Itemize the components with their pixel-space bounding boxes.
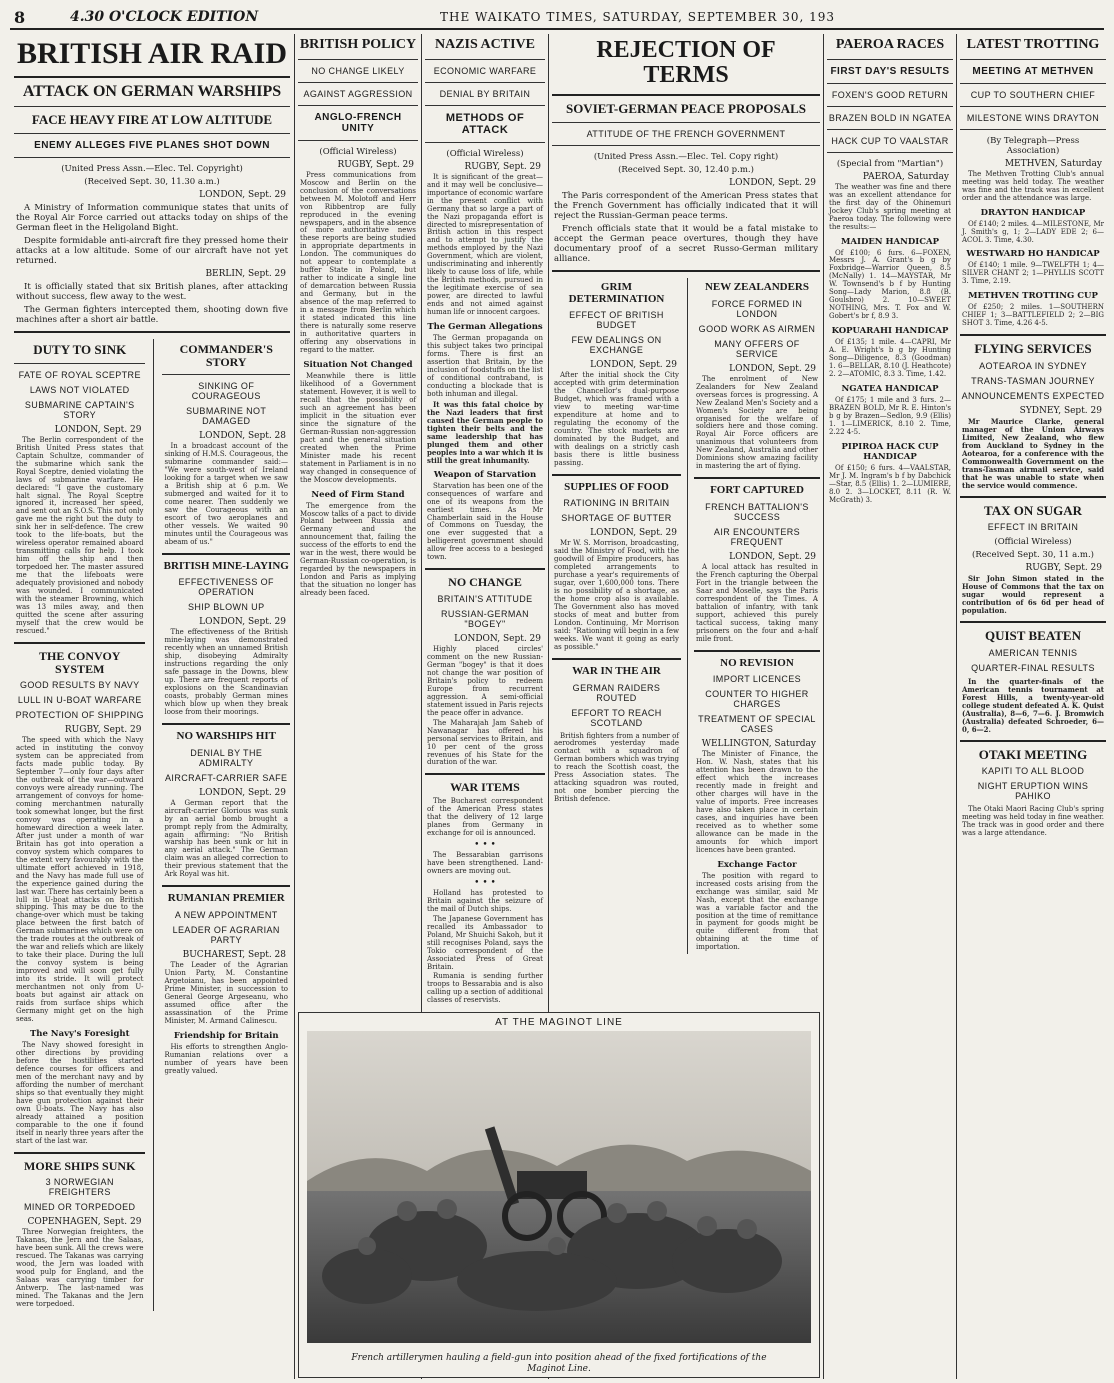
headline-paeroa-races: PAEROA RACES [835,37,945,52]
dateline: BUCHAREST, Sept. 28 [182,949,286,960]
subhead: SHORTAGE OF BUTTER [561,513,672,524]
column-6 [827,34,953,1379]
article-text: The Maharajah Jam Saheb of Nawanagar has offered his personal services to Britain, and 10 per cent of the gross revenues of his State for the duration of the war. [427,718,543,767]
subhead: MEETING AT METHVEN [972,65,1094,77]
subhead-french-attitude: ATTITUDE OF THE FRENCH GOVERNMENT [586,129,786,140]
dateline: METHVEN, Saturday [1004,158,1102,169]
masthead [10,6,1104,30]
headline-rejection-of-terms: REJECTION OF TERMS [596,37,776,89]
article-text-bold: It was this fatal choice by the Nazi leaders that first caused the German people to tighten their belts and the same leadership that has plunged them and other peoples into a war which it is still the great inhumanity. [427,399,543,465]
race-heading: WESTWARD HO HANDICAP [966,249,1100,260]
subhead: FORCE FORMED IN LONDON [711,298,803,319]
subhead: IMPORT LICENCES [712,674,802,685]
received-line: (Received Sept. 30, 11.30 a.m.) [84,176,220,187]
dateline: LONDON, Sept. 29 [199,189,286,200]
article-text: In the quarter-finals of the American tennis tournament at Forest Hills, a twenty-year-old college student defeated A. K. Quist (Australia), 8—6, 7—6. J. Bromwich (Australia) defeated Schroeder, 6—0, 6—2. [962,676,1104,734]
photo-image [307,1031,811,1343]
dateline: LONDON, Sept. 29 [590,528,677,539]
article-text: It is significant of the great—and it may well be conclusive—importance of economic warfare in the present conflict with Germany that so large a part of the Nazi propaganda effort is directed to misrepresentation of British action in this respect and to attempt to justify the methods employed by the Nazi Government, which are violent, undiscriminating and inherently likely to cause loss of life, while the British methods, pursued in the legitimate exercise of sea power, are directed to lawful ends and not aimed against human life or innocent cargoes. [427,172,543,317]
subhead: ANGLO-FRENCH UNITY [314,111,402,134]
side-heading: The German Allegations [427,322,543,333]
column-3 [425,34,545,1009]
article-text: The speed with which the Navy acted in instituting the convoy system can be appreciated from facts made public today. By September 7—only four days after the outbreak of the war—outward convoys were already running. The arrangement of convoys for home-coming merchantmen naturally took somewhat longer, but the first convoy was operating in a homeward direction a week later. After just under a month of war Britain has got into operation a convoy system which compares to the extent very favourably with the ultimate effort achieved in 1918, and the Navy has made full use of the experience gained during the last war. There has certainly been a lull in U-boat attacks on British shipping. This may be due to the change-over which must be taking place between the first batch of German submarines which were on the trade routes at the outbreak of the war and reliefs which are likely to take their place. During the lull the convoy system is being improved and will soon get fully into its stride. It will protect merchantmen not only from U-boats but against air attack on raids from surface ships which Germany might get on the high seas. [16,736,144,1024]
headline-duty-to-sink: DUTY TO SINK [33,342,127,358]
article-text: After the initial shock the City accepted with grim determination the Chancellor's dual-purpose Budget, which was framed with a view to meeting war-time expenditure at home and to regulating the economy of the country. The stock markets are dominated by the Budget, and with dealings on a strictly cash basis there is little business passing. [554,371,679,467]
headline-fort-captured: FORT CAPTURED [710,484,804,497]
subhead: EFFECT IN BRITAIN [987,522,1079,533]
subhead: HACK CUP TO VAALSTAR [831,135,949,146]
article-paragraph: Despite formidable anti-aircraft fire they pressed home their attacks at a low altitude. Some of our aircraft have not yet returned. [16,235,288,267]
article-paragraph: A Ministry of Information communique states that units of the Royal Air Force carried out attacks today on ships of the German fleet in the Heligoland Bight. [16,202,288,233]
credit-line: (United Press Assn.—Elec. Tel. Copyright) [61,163,243,174]
headline-british-air-raid: BRITISH AIR RAID [16,37,288,70]
subhead: EFFORT TO REACH SCOTLAND [571,707,662,728]
article-text: The emergence from the Moscow talks of a pact to divide Poland between Russia and Germany and the announcement that, failing the success of the efforts to end the war in the west, there would be German-Russian co-operation, is regarded by the newspapers in London and Paris as implying that the situation no longer has already been faced. [300,501,416,598]
article-text: Rumania is sending further troops to Bessarabia and is also calling up a section of additional classes of reservists. [427,972,543,1005]
subhead: LAWS NOT VIOLATED [29,384,130,395]
subhead: AGAINST AGGRESSION [303,88,413,99]
photo-title: AT THE MAGINOT LINE [495,1017,623,1028]
subhead: EFFECT OF BRITISH BUDGET [569,310,664,331]
edition-label: 4.30 O'CLOCK EDITION [70,9,259,25]
headline-no-change: NO CHANGE [448,575,522,590]
subhead: MANY OFFERS OF SERVICE [714,338,800,359]
headline-quist-beaten: QUIST BEATEN [985,628,1081,644]
dateline: PAEROA, Saturday [862,171,949,182]
headline-more-ships-sunk: MORE SHIPS SUNK [24,1158,136,1173]
subhead: FOXEN'S GOOD RETURN [831,89,949,100]
article-text: The Leader of the Agrarian Union Party, M. Constantine Argetoianu, has been appointed Prime Minister, in succession to General George Argeseanu, who assumed office after the assassination of the Prime Minister, M. Armand Calinescu. [164,960,288,1025]
dateline: RUGBY, Sept. 29 [464,161,541,172]
dateline: COPENHAGEN, Sept. 29 [27,1217,142,1228]
subhead: RATIONING IN BRITAIN [563,498,670,509]
article-text: Meanwhile there is little likelihood of a Government statement. However, it is well to recall that the possibility of such an agreement has been implicit in the situation ever since the signature of the German-Russian non-aggression pact and the general situation created when the Prime Minister made his recent statement in Parliament is in no way changed in consequence of the Moscow developments. [300,371,416,484]
article-text: Press communications from Moscow and Berlin on the conclusion of the conversations between M. Molotoff and Herr von Ribbentrop are fully reproduced in the evening newspapers, and in the absence of more authoritative news these reports are being studied in appropriate departments in London. The communiques do not appear to contemplate a buffer State in Poland, but rather to indicate a single line of demarcation between Russia and Germany, but in the absence of the map referred to in a message from Berlin which it stated indicated this line there is naturally some reserve in authoritative quarters in offering any observations in regard to the matter. [300,170,416,354]
column-rule [294,34,295,1379]
article-paragraph: It is officially stated that six British planes, after attacking without success, flew away to the west. [16,282,288,303]
dateline: RUGBY, Sept. 29 [337,159,414,170]
race-heading: NGATEA HANDICAP [841,384,939,395]
column-rule [956,34,957,1379]
subhead-peace-proposals: SOVIET-GERMAN PEACE PROPOSALS [565,101,807,117]
separator-bullets: • • • [474,839,496,850]
column-4 [552,34,820,1009]
article-text: Starvation has been one of the consequences of warfare and one of its weapons from the earliest times. As Mr Chamberlain said in the House of Commons on Tuesday, the one ever suggested that a belligerent government should allow free access to a besieged town. [427,481,543,562]
dateline: LONDON, Sept. 29 [54,424,142,435]
column-1 [14,34,290,1379]
article-text: The enrolment of New Zealanders for New Zealand overseas forces is progressing. A New Zealand Men's Society and a Women's Society are being organised for the welfare of soldiers here and those coming. Royal Air Force officers are unanimous that volunteers from New Zealand, Australia and other Dominions show amazing facility in mastering the art of flying. [695,374,818,471]
column-7 [960,34,1106,1379]
subhead: A NEW APPOINTMENT [174,909,278,920]
article-text: Mr Maurice Clarke, general manager of the Union Airways Limited, New Zealand, who flew from Auckland to Sydney in the Aotearoa, for a conference with the Commonwealth Government on the trans-Tasman airmail service, said that he was unable to state when the service would commence. [962,416,1104,490]
subhead: BRITAIN'S ATTITUDE [437,593,533,604]
headline-rumanian-premier: RUMANIAN PREMIER [167,892,285,905]
dateline: LONDON, Sept. 29 [199,787,286,798]
sub-column-right [162,339,290,1311]
subhead: KAPITI TO ALL BLOOD [981,766,1085,777]
dateline: LONDON, Sept. 28 [199,431,286,442]
subhead: FEW DEALINGS ON EXCHANGE [571,335,662,356]
article-text: The German propaganda on this subject takes two principal forms. There is first an assertion that Britain, by the inclusion of foodstuffs on the list of conditional contraband, is conducting a blockade that is both inhuman and illegal. [427,334,543,398]
subhead-heavy-fire: FACE HEAVY FIRE AT LOW ALTITUDE [31,112,273,128]
headline-nazis-active: NAZIS ACTIVE [435,37,535,52]
subhead: FATE OF ROYAL SCEPTRE [18,369,141,380]
race-heading: METHVEN TROTTING CUP [968,291,1098,302]
headline-british-policy: BRITISH POLICY [299,37,417,52]
subhead: BRAZEN BOLD IN NGATEA [828,112,952,123]
article-text: A local attack has resulted in the French capturing the Oberpal Fort in the triangle between the Saar and Moselle, says the Paris correspondent of the Times. A battalion of infantry, with tank support, achieved this purely tactical success, taking many prisoners on the four and a-half mile front. [695,562,818,643]
subhead: QUARTER-FINAL RESULTS [971,662,1095,673]
article-text: Sir John Simon stated in the House of Commons that the tax on sugar would represent a contribution of 6s 6d per head of population. [962,574,1104,616]
dateline: LONDON, Sept. 29 [199,617,286,628]
received-line: (Received Sept. 30, 11 a.m.) [972,550,1094,561]
dateline: RUGBY, Sept. 29 [64,725,142,736]
race-heading: PIPIROA HACK CUP HANDICAP [841,441,939,462]
side-heading: Exchange Factor [717,859,797,870]
race-heading: KOPUARAHI HANDICAP [831,326,949,337]
article-text: In a broadcast account of the sinking of H.M.S. Courageous, the submarine commander said:— "We were south-west of Ireland looking for a target when we saw a British ship at 6 p.m. We submerged and waited for it to come nearer. Then suddenly we saw the Courageous with an escort of two aeroplanes and other vessels. We waited 90 minutes until the Courageous was abeam of us." [164,442,288,546]
headline-war-items: WAR ITEMS [450,780,520,795]
subhead: FRENCH BATTALION'S SUCCESS [705,501,809,522]
article-text: The Minister of Finance, the Hon. W. Nash, states that his attention has been drawn to the effect which the increases recently made in freight and other charges will have in the value of imports. Free increases have also taken place in certain cases, and inquiries have been received as to whether some allowance can be made in the amounts for which import licences have been granted. [695,750,818,854]
subhead: AIRCRAFT-CARRIER SAFE [165,772,288,783]
column-rule [823,34,824,1379]
side-heading: Weapon of Starvation [433,469,537,480]
subhead: AMERICAN TENNIS [988,647,1078,658]
paper-title: THE WAIKATO TIMES, SATURDAY, SEPTEMBER 30, 193 [440,10,836,24]
subhead-attack-warships: ATTACK ON GERMAN WARSHIPS [22,82,282,100]
credit-line: (Official Wireless) [994,537,1072,548]
subhead: NIGHT ERUPTION WINS PAHIKO [977,781,1089,802]
article-text: The Methven Trotting Club's annual meeting was held today. The weather was fine and the track was in excellent order and the attendance was large. [962,169,1104,202]
subhead: SUBMARINE CAPTAIN'S STORY [24,399,135,420]
dateline: LONDON, Sept. 29 [729,363,816,374]
article-paragraph: The Paris correspondent of the American Press states that the French Government has officially indicated that it will reject the Russian-German peace terms. [554,191,818,222]
credit-line: (Official Wireless) [446,148,524,159]
article-text: Highly placed circles' comment on the new Russian-German "bogey" is that it does not change the war position of Britain's policy to redeem Europe from recurrent aggression. A semi-official statement issued in Paris rejects the peace offer in advance. [427,644,543,717]
article-text: The Navy showed foresight in other directions by providing before the hostilities started defence courses for officers and men of the merchant navy and by affording the number of merchant ships so that eventually they might have gun protection against their own U-boats. The Navy has also already attained a position comparable to the one it found itself in nearly three years after the start of the last war. [16,1041,144,1145]
side-heading: The Navy's Foresight [29,1029,130,1040]
race-result: Of £150; 6 furs. 4—VAALSTAR, Mr J. M. Ingram's b f by Dabchick—Star, 8.5 (Ellis) 1. 2—LUMIERE, 8.0 2. 3—LOCKET, 8.11 (R. W. McGrath) 3. [829,463,951,504]
subhead: DENIAL BY THE ADMIRALTY [190,747,263,768]
article-text: The Berlin correspondent of the British United Press states that Captain Schultze, commander of the submarine which sank the Royal Sceptre, denied violating the laws of submarine warfare. He declared: "I gave the customary halt signal. The Royal Sceptre ignored it, increased her speed, and sent out an S.O.S. This not only gave me the right but the duty to sink her in self-defence. The crew took to the life-boats, but the wireless operator remained aboard transmitting calls for help. I took him off the ship and then torpedoed her. The master assured me that the lifeboats were adequately provisioned and nobody was wounded. I communicated with the steamer Browning, which was 13 miles away, and then quitted the scene after assuring myself that the crew would be rescued." [16,435,144,635]
separator-bullets: • • • [474,877,496,888]
subhead-five-planes: ENEMY ALLEGES FIVE PLANES SHOT DOWN [34,139,270,151]
credit-line: (By Telegraph—Press Association) [986,135,1080,156]
subhead: ANNOUNCEMENTS EXPECTED [961,390,1105,401]
subhead: RUSSIAN-GERMAN "BOGEY" [440,608,530,629]
subhead: MINED OR TORPEDOED [24,1202,136,1213]
subhead: SUBMARINE NOT DAMAGED [186,406,267,427]
subhead: MILESTONE WINS DRAYTON [966,112,1100,123]
dateline: WELLINGTON, Saturday [701,739,816,750]
side-heading: Need of Firm Stand [311,489,405,500]
race-heading: DRAYTON HANDICAP [980,207,1086,218]
article-text: His efforts to strengthen Anglo-Rumanian relations over a number of years have been greatly valued. [164,1042,288,1075]
subhead: AIR ENCOUNTERS FREQUENT [713,526,801,547]
subhead: PROTECTION OF SHIPPING [15,710,144,721]
race-result: Of £250; 2 miles. 1—SOUTHERN CHIEF 1; 3—BATTLEFIELD 2; 2—BIG SHOT 3. Time, 4.26 4-5. [962,303,1104,328]
subhead: ECONOMIC WARFARE [433,65,537,76]
sub-column-left [14,339,145,1311]
subhead: COUNTER TO HIGHER CHARGES [705,689,809,710]
headline-no-warships-hit: NO WARSHIPS HIT [176,730,276,743]
caption-line: French artillerymen hauling a field-gun into position ahead of the fixed fortifications of the [351,1353,767,1364]
subhead: 3 NORWEGIAN FREIGHTERS [45,1177,114,1198]
subhead: CUP TO SOUTHERN CHIEF [970,89,1096,100]
article-text: The position with regard to increased costs arising from the exchange was similar, said Mr Nash, except that the exchange was a variable factor and the position at the time of remittance in payment for goods might be quite different from that obtaining at the time of importation. [695,871,818,952]
headline-otaki-meeting: OTAKI MEETING [978,746,1088,762]
credit-line: (United Press Assn.—Elec. Tel. Copy right) [593,152,779,163]
subhead: METHODS OF ATTACK [445,111,525,136]
dateline: LONDON, Sept. 29 [729,178,816,189]
headline-no-revision: NO REVISION [720,656,794,669]
race-result: Of £140; 1 mile. 9—TWELFTH 1; 4—SILVER CHANT 2; 1—PHYLLIS SCOTT 3. Time, 2.19. [962,261,1104,286]
sub-column-left [552,278,681,954]
subhead: TREATMENT OF SPECIAL CASES [698,714,816,735]
column-2 [298,34,418,1009]
article-text: A German report that the aircraft-carrier Glorious was sunk by an aerial bomb brought a prompt reply from the Admiralty, again affirming: "No British warship has been sunk or hit in any aerial attack." The German claim was an alleged correction to their previous statement that the Ark Royal was hit. [164,798,288,879]
race-result: Of £100; 6 furs. 6—FOXEN, Messrs J. A. Grant's b g by Foxbridge—Warrior Queen, 8.5 (McNally) 1. 14—MAYSTAR, Mr W. Townsend's b f by Hunting Song—Lady Marion, 8.8 (B. Goulsbro) 2. 10—SWEET NOTHING, Mrs. T. Fox and W. Gobert's br f, 8.9 3. [829,248,951,321]
dateline: LONDON, Sept. 29 [729,551,816,562]
article-paragraph: The German fighters intercepted them, shooting down five machines after a short air battle. [16,305,288,326]
page-number: 8 [14,8,26,27]
race-result: Of £140; 2 miles. 4—MILESTONE, Mr J. Smith's g, 1; 2—LADY EDE 2; 6—ACOL 3. Time, 4.30. [962,219,1104,244]
dateline: SYDNEY, Sept. 29 [1019,405,1102,416]
side-heading: Friendship for Britain [173,1030,279,1041]
article-text: The weather was fine and there was an excellent attendance for the first day of the Ohinemuri Jockey Club's spring meeting at Paeroa today. The following were the results:— [829,182,951,231]
headline-tax-on-sugar: TAX ON SUGAR [984,502,1082,518]
subhead: SHIP BLOWN UP [187,602,265,613]
subhead: LULL IN U-BOAT WARFARE [17,695,142,706]
subhead: NO CHANGE LIKELY [311,65,405,76]
credit-line: (Official Wireless) [319,146,397,157]
subhead: AOTEAROA IN SYDNEY [979,360,1087,371]
subhead: LEADER OF AGRARIAN PARTY [172,924,280,945]
headline-convoy-system: THE CONVOY SYSTEM [39,648,121,676]
subhead: EFFECTIVENESS OF OPERATION [178,577,274,598]
race-heading: MAIDEN HANDICAP [840,236,940,247]
subhead: FIRST DAY'S RESULTS [830,65,950,77]
caption-line: Maginot Line. [527,1364,591,1375]
subhead: SINKING OF COURAGEOUS [191,381,261,402]
headline-supplies-of-food: SUPPLIES OF FOOD [564,480,669,493]
headline-new-zealanders: NEW ZEALANDERS [704,281,809,294]
side-heading: Situation Not Changed [303,359,413,370]
subhead: DENIAL BY BRITAIN [439,88,531,99]
article-text: The Otaki Maori Racing Club's spring meeting was held today in fine weather. The track was in good order and there was a large attendance. [962,805,1104,838]
dateline: LONDON, Sept. 29 [590,360,677,371]
headline-war-in-the-air: WAR IN THE AIR [572,664,661,677]
article-paragraph: French officials state that it would be a fatal mistake to accept the German peace overtures, though they have documentary proof of a secret Russo-German military alliance. [554,224,818,265]
dateline: LONDON, Sept. 29 [454,633,541,644]
subhead: GOOD WORK AS AIRMEN [698,323,816,334]
article-text: Holland has protested to Britain against the seizure of the mail of Dutch ships. [427,888,543,913]
headline-grim-determination: GRIM DETERMINATION [568,281,665,305]
headline-latest-trotting: LATEST TROTTING [966,37,1100,52]
subhead: GERMAN RAIDERS ROUTED [572,682,661,703]
article-text: The effectiveness of the British mine-laying was demonstrated recently when an unnamed British ship, disobeying Admiralty instructions regarding the only safe passage in the Downs, blew up. There are frequent reports of explosions on the Scandinavian coasts, probably German mines which blow up when they break loose from their moorings. [164,628,288,717]
photo-maginot-line [298,1012,820,1378]
credit-line: (Special from "Martian") [836,158,944,169]
article-text: The Bucharest correspondent of the American Press states that the delivery of 12 large planes from Germany in exchange for oil is announced. [427,797,543,837]
headline-mine-laying: BRITISH MINE-LAYING [163,559,289,572]
article-text: The Japanese Government has recalled its Ambassador to Poland, Mr Shuichi Sakoh, but it still recognises Poland, says the Tokio correspondent of the Associated Press of Great Britain. [427,914,543,971]
headline-flying-services: FLYING SERVICES [974,341,1092,357]
headline-commanders-story: COMMANDER'S STORY [179,342,273,369]
article-text: British fighters from a number of aerodromes yesterday made contact with a squadron of German bombers which was trying to reach the Scottish coast, the Press Association states. The attacking squadron was routed, not one bomber piercing the British defence. [554,731,679,804]
subhead: TRANS-TASMAN JOURNEY [971,375,1095,386]
article-text: Three Norwegian freighters, the Takanas, the Jern and the Salaas, have been sunk. All the crews were rescued. The Takanas was carrying wood, the Jern was loaded with wood pulp for England, and the Salaas was carrying timber for Antwerp. The last-named was mined. The Takanas and the Jern were torpedoed. [16,1228,144,1308]
race-result: Of £135; 1 mile. 4—CAPRI, Mr A. E. Wright's b g by Hunting Song—Diligence, 8.3 (Goodman) 1. 6—BELLAR, 8.10 (J. Heathcote) 2. 2—ATOMIC, 8.3 3. Time, 1.42. [829,338,951,379]
race-result: Of £175; 1 mile and 3 furs. 2—BRAZEN BOLD, Mr R. E. Hinton's b g by Brazen—Sedlon, 9.9 (Ellis) 1. 1—LIMERICK, 8.10 2. Time, 2.22 4-5. [829,396,951,436]
article-text: Mr W. S. Morrison, broadcasting, said the Ministry of Food, with the goodwill of Empire producers, has completed arrangements to purchase a year's requirements of sugar, over 1,600,000 tons. There is no possibility of a shortage, as the home crop also is available. The Government also has moved stocks of meat and butter from London. Continuing, Mr Morrison said: "Rationing will begin in a few weeks. We want it going as early as possible." [554,539,679,651]
article-text: The Bessarabian garrisons have been strengthened. Land-owners are moving out. [427,850,543,875]
subhead: GOOD RESULTS BY NAVY [19,680,140,691]
received-line: (Received Sept. 30, 12.40 p.m.) [618,165,754,176]
dateline: RUGBY, Sept. 29 [1025,563,1102,574]
photo-caption [299,1353,819,1375]
dateline: BERLIN, Sept. 29 [205,269,286,280]
sub-column-right [694,278,820,954]
